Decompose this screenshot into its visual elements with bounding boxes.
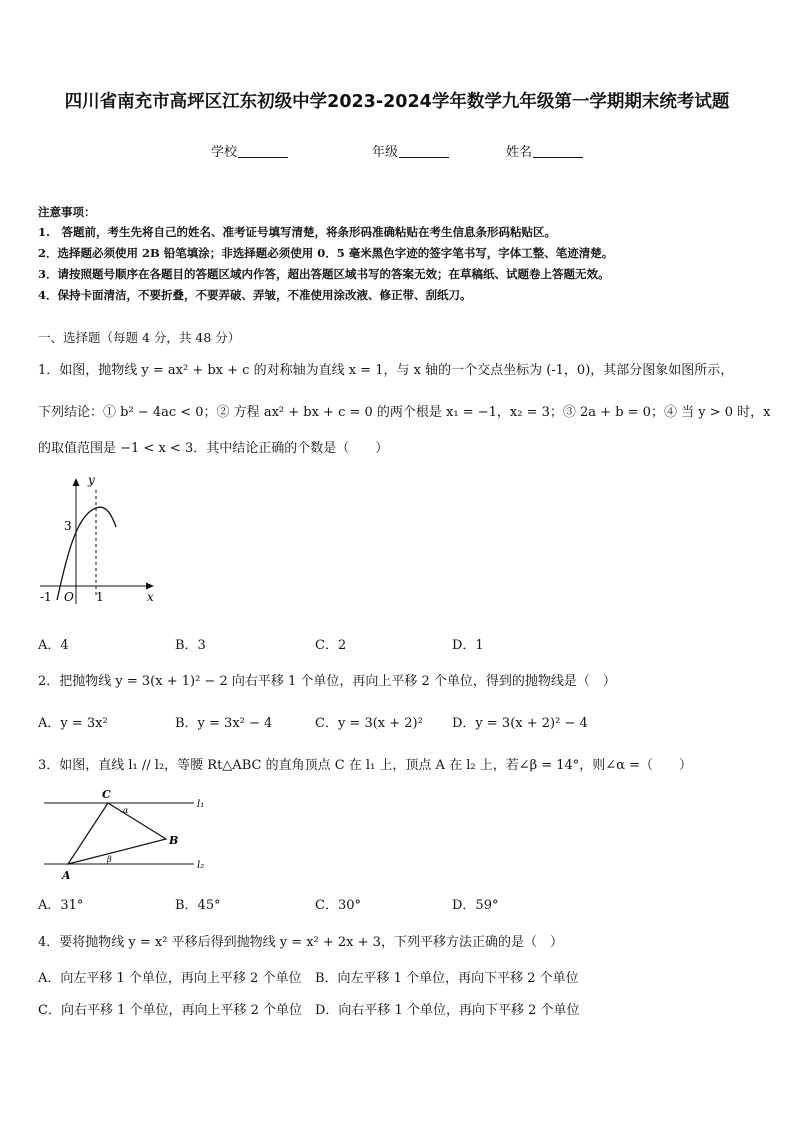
y-axis-label: y: [88, 473, 95, 487]
alpha-label: α: [123, 806, 129, 815]
vertex-b-label: B: [169, 834, 179, 847]
x-axis-label: x: [147, 590, 154, 604]
q3-option-d[interactable]: D．59°: [452, 898, 499, 913]
tick-neg-1: -1: [40, 590, 52, 604]
q1-option-a[interactable]: A．4: [38, 638, 69, 653]
l1-label: l₁: [197, 799, 205, 810]
grade-field[interactable]: [372, 141, 449, 160]
q1-line3: 的取值范围是 −1 < x < 3．其中结论正确的个数是（ ）: [38, 441, 389, 456]
page-title: 四川省南充市高坪区江东初级中学2023-2024学年数学九年级第一学期期末统考试题: [64, 92, 730, 112]
q1-parabola-graph: [30, 470, 170, 610]
q4-option-d[interactable]: D．向右平移 1 个单位，再向下平移 2 个单位: [315, 1003, 580, 1018]
beta-label: β: [107, 855, 112, 864]
q3-stem: 3．如图，直线 l₁ // l₂，等腰 Rt△ABC 的直角顶点 C 在 l₁ 上，顶点 A 在 l₂ 上，若∠β = 14°，则∠α =（ ）: [38, 758, 693, 773]
tick-3: 3: [64, 519, 72, 533]
vertex-a-label: A: [62, 869, 71, 882]
notice-item: 4．保持卡面清洁，不要折叠，不要弄破、弄皱，不准使用涂改液、修正带、刮纸刀。: [38, 288, 472, 302]
l2-label: l₂: [197, 860, 205, 871]
q3-triangle-figure: [40, 786, 220, 886]
x-axis-arrow: [146, 583, 154, 590]
school-field[interactable]: [211, 141, 288, 160]
q4-option-b[interactable]: B．向左平移 1 个单位，再向下平移 2 个单位: [315, 971, 579, 986]
school-blank[interactable]: [238, 145, 288, 158]
y-axis-arrow: [73, 478, 80, 486]
origin-label: O: [64, 590, 74, 604]
grade-label: 年级: [372, 145, 399, 160]
notice-item: 2．选择题必须使用 2B 铅笔填涂；非选择题必须使用 0．5 毫米黑色字迹的签字笔书写，字体工整、笔迹清楚。: [38, 246, 614, 260]
q2-option-a[interactable]: A．y = 3x²: [38, 716, 108, 731]
name-label: 姓名: [506, 145, 533, 160]
q1-option-d[interactable]: D．1: [452, 638, 484, 653]
section-heading: 一、选择题（每题 4 分，共 48 分）: [38, 330, 241, 345]
q1-line1: 1．如图，抛物线 y = ax² + bx + c 的对称轴为直线 x = 1，与 x 轴的一个交点坐标为 (-1，0)，其部分图象如图所示，: [38, 363, 734, 378]
q4-option-c[interactable]: C．向右平移 1 个单位，再向上平移 2 个单位: [38, 1003, 303, 1018]
q1-option-c[interactable]: C．2: [315, 638, 347, 653]
triangle-abc: [68, 803, 166, 864]
vertex-c-label: C: [102, 788, 111, 801]
tick-1: 1: [96, 590, 104, 604]
q1-option-b[interactable]: B．3: [175, 638, 206, 653]
q3-option-a[interactable]: A．31°: [38, 898, 84, 913]
name-field[interactable]: [506, 141, 583, 160]
name-blank[interactable]: [533, 145, 583, 158]
q1-line2: 下列结论：① b² − 4ac < 0；② 方程 ax² + bx + c = 0 的两个根是 x₁ = −1，x₂ = 3；③ 2a + b = 0；④ 当 y > 0 时，x: [38, 405, 771, 420]
q2-stem: 2．把抛物线 y = 3(x + 1)² − 2 向右平移 1 个单位，再向上平移 2 个单位，得到的抛物线是（ ）: [38, 674, 616, 689]
school-label: 学校: [211, 145, 238, 160]
q2-option-d[interactable]: D．y = 3(x + 2)² − 4: [452, 716, 588, 731]
q4-option-a[interactable]: A．向左平移 1 个单位，再向上平移 2 个单位: [38, 971, 302, 986]
q4-stem: 4．要将抛物线 y = x² 平移后得到抛物线 y = x² + 2x + 3，下列平移方法正确的是（ ）: [38, 935, 563, 950]
q2-option-b[interactable]: B．y = 3x² − 4: [175, 716, 273, 731]
notice-heading: 注意事项：: [38, 205, 96, 219]
q3-option-c[interactable]: C．30°: [315, 898, 361, 913]
notice-item: 3．请按照题号顺序在各题目的答题区域内作答，超出答题区域书写的答案无效；在草稿纸、试题卷上答题无效。: [38, 267, 610, 281]
q3-option-b[interactable]: B．45°: [175, 898, 221, 913]
q2-option-c[interactable]: C．y = 3(x + 2)²: [315, 716, 423, 731]
notice-item: 1. 答题前，考生先将自己的姓名、准考证号填写清楚，将条形码准确粘贴在考生信息条形码粘贴区。: [38, 225, 556, 239]
grade-blank[interactable]: [399, 145, 449, 158]
